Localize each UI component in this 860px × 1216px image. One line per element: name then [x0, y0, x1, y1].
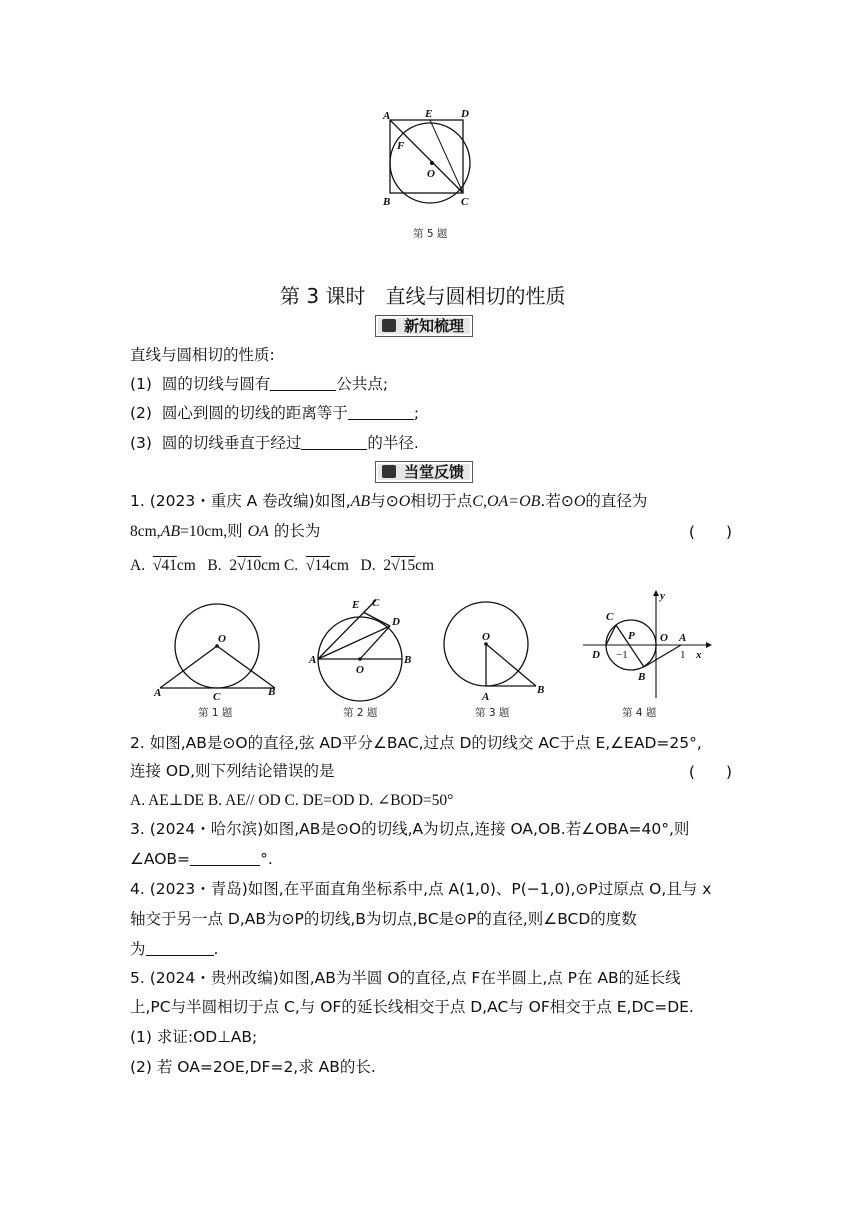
- q5-line3: (1) 求证:OD⊥AB;: [130, 1028, 258, 1046]
- figure-q1: [150, 598, 285, 703]
- q2-line1: 2. 如图,AB是⊙O的直径,弦 AD平分∠BAC,过点 D的切线交 AC于点 E,∠EAD=25°,: [130, 734, 702, 752]
- section-title: 第 3 课时 直线与圆相切的性质: [280, 284, 566, 308]
- fig2-label-d: D: [392, 616, 400, 628]
- q5-line4: (2) 若 OA=2OE,DF=2,求 AB的长.: [130, 1058, 376, 1076]
- fig5-label-o: O: [427, 168, 435, 180]
- fig1-label-a: A: [154, 687, 162, 699]
- fig4-label-x: x: [696, 649, 702, 661]
- fig4-caption: 第 4 题: [622, 707, 657, 719]
- fig1-label-o: O: [218, 633, 226, 645]
- fig4-label-a: A: [679, 632, 687, 644]
- fig3-label-a: A: [482, 691, 490, 703]
- figure-q5: [375, 105, 485, 215]
- book-icon: [382, 319, 396, 332]
- prop-2: (2) 圆心到圆的切线的距离等于 ;: [130, 404, 420, 422]
- fig1-label-c: C: [213, 691, 221, 703]
- fig5-label-d: D: [461, 108, 469, 120]
- prop-1: (1) 圆的切线与圆有 公共点;: [130, 375, 389, 393]
- fig5-label-e: E: [425, 108, 433, 120]
- q5-line1: 5. (2024・贵州改编)如图,AB为半圆 O的直径,点 F在半圆上,点 P在 AB的延长线: [130, 969, 681, 987]
- q1-line1: 1. (2023・重庆 A 卷改编)如图,AB与⊙O相切于点C,OA=OB.若⊙O的直径为: [130, 492, 648, 510]
- fig3-label-b: B: [537, 684, 545, 696]
- q4-line1: 4. (2023・青岛)如图,在平面直角坐标系中,点 A(1,0)、P(−1,0),⊙P过原点 O,且与 x: [130, 880, 712, 898]
- fig3-label-o: O: [482, 631, 490, 643]
- prop-3: (3) 圆的切线垂直于经过 的半径.: [130, 434, 419, 452]
- fig4-label-o: O: [660, 632, 668, 644]
- fig2-caption: 第 2 题: [343, 707, 378, 719]
- fig4-label-neg1: −1: [616, 649, 628, 661]
- q1-options: A. √41cm B. 2√10cm C. √14cm D. 2√15cm: [130, 557, 435, 574]
- banner-feedback-label: 当堂反馈: [404, 463, 465, 481]
- fig1-caption: 第 1 题: [198, 707, 233, 719]
- fig3-caption: 第 3 题: [475, 707, 510, 719]
- fig5-label-b: B: [383, 196, 391, 208]
- banner-new-knowledge-label: 新知梳理: [404, 317, 465, 335]
- q4-line2: 轴交于另一点 D,AB为⊙P的切线,B为切点,BC是⊙P的直径,则∠BCD的度数: [130, 910, 637, 928]
- fig4-label-y: y: [660, 590, 665, 602]
- banner-feedback: [375, 461, 473, 483]
- fig4-label-p: P: [628, 630, 635, 642]
- q3-line2: ∠AOB= °.: [130, 850, 273, 868]
- fig5-label-a: A: [383, 110, 391, 122]
- q1-answer-paren: ( ): [688, 523, 732, 541]
- fig2-label-o: O: [356, 664, 364, 676]
- fig2-label-e: E: [352, 599, 360, 611]
- fig4-label-c: C: [606, 611, 614, 623]
- fig4-label-one: 1: [680, 649, 686, 661]
- q3-line1: 3. (2024・哈尔滨)如图,AB是⊙O的切线,A为切点,连接 OA,OB.若∠OBA=40°,则: [130, 820, 690, 838]
- q4-line3: 为 .: [130, 940, 219, 958]
- q2-answer-paren: ( ): [688, 763, 732, 781]
- fig5-label-f: F: [397, 140, 405, 152]
- pen-icon: [382, 465, 396, 478]
- fig2-label-a: A: [309, 654, 317, 666]
- intro-text: 直线与圆相切的性质:: [130, 346, 275, 364]
- fig4-label-d: D: [592, 649, 600, 661]
- fig5-label-c: C: [461, 196, 469, 208]
- fig5-caption: 第 5 题: [413, 228, 448, 240]
- figure-q4: [578, 588, 713, 703]
- fig4-label-b: B: [638, 671, 646, 683]
- q1-line2: 8cm,AB=10cm,则 OA 的长为: [130, 522, 321, 540]
- banner-new-knowledge: [375, 315, 473, 337]
- fig1-label-b: B: [268, 686, 276, 698]
- q5-line2: 上,PC与半圆相切于点 C,与 OF的延长线相交于点 D,AC与 OF相交于点 E,DC=DE.: [130, 998, 694, 1016]
- fig2-label-c: C: [372, 597, 380, 609]
- figure-q2: [308, 594, 418, 704]
- q2-options: A. AE⊥DE B. AE// OD C. DE=OD D. ∠BOD=50°: [130, 792, 454, 809]
- fig2-label-b: B: [404, 654, 412, 666]
- figure-q3: [440, 600, 550, 705]
- q2-line2: 连接 OD,则下列结论错误的是: [130, 762, 335, 780]
